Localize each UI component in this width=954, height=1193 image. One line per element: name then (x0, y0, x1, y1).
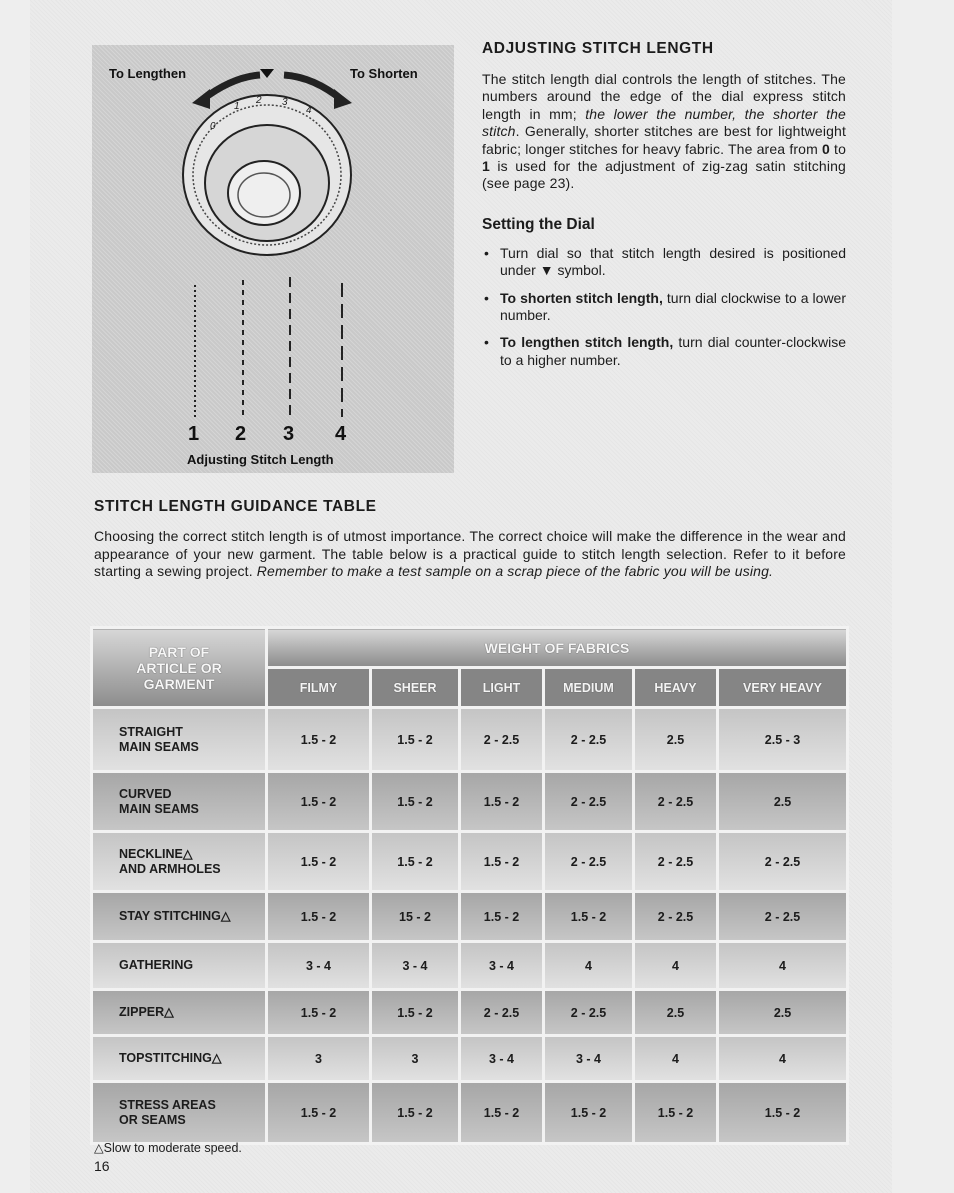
row-label-line-1: ZIPPER△ (119, 1005, 174, 1019)
row-label (92, 1036, 267, 1082)
row-label (92, 708, 267, 772)
adjusting-section (482, 40, 846, 379)
table-cell: 2 - 2.5 (544, 990, 634, 1036)
row-label (92, 942, 267, 990)
table-row (92, 892, 848, 942)
bullet2-bold: To shorten stitch length, (500, 289, 663, 306)
table-cell: 2.5 (634, 708, 718, 772)
setting-bullet-3 (482, 334, 846, 369)
adjusting-heading: ADJUSTING STITCH LENGTH (482, 40, 714, 57)
to-lengthen-label: To Lengthen (109, 66, 187, 81)
table-cell: 3 (371, 1036, 460, 1082)
pointer-symbol-icon: ▼ (539, 262, 554, 279)
adjusting-text-to: to (829, 140, 847, 157)
dial-number-3: 3 (282, 97, 288, 108)
dial-number-0: 0 (210, 121, 216, 132)
row-label-line-1: TOPSTITCHING△ (119, 1051, 222, 1065)
table-cell: 1.5 - 2 (267, 1082, 371, 1144)
table-cell: 1.5 - 2 (267, 708, 371, 772)
setting-bullet-1 (482, 245, 846, 280)
table-cell: 2 - 2.5 (634, 772, 718, 832)
row-label-line-1: NECKLINE△ (119, 846, 193, 861)
adjusting-text-end: ). (565, 175, 575, 192)
table-cell: 4 (544, 942, 634, 990)
figure-caption: Adjusting Stitch Length (187, 452, 334, 467)
table-cell: 2 - 2.5 (634, 832, 718, 892)
table-cell: 4 (718, 1036, 848, 1082)
table-cell: 1.5 - 2 (371, 772, 460, 832)
setting-bullet-2 (482, 290, 846, 325)
shorten-arrow (284, 75, 342, 100)
row-label (92, 990, 267, 1036)
bullet1-text-b: symbol. (553, 262, 606, 279)
row-label-line-1: STRAIGHT (119, 724, 183, 739)
row-label-line-2: AND ARMHOLES (119, 861, 221, 876)
table-cell: 1.5 - 2 (634, 1082, 718, 1144)
dial-number-1: 1 (234, 101, 240, 112)
stitch-number-3: 3 (283, 423, 295, 445)
adjusting-text-c: is used for the adjustment of zig-zag satin stitching (see page (482, 158, 846, 192)
table-row (92, 772, 848, 832)
lengthen-arrowhead (192, 89, 210, 109)
pointer-triangle-icon (260, 69, 274, 78)
row-label-line-2: MAIN SEAMS (119, 739, 199, 754)
table-cell: 2.5 (634, 990, 718, 1036)
table-cell: 1.5 - 2 (371, 1082, 460, 1144)
part-header-line-1: PART OF (148, 643, 210, 660)
adjusting-text-b: . Generally, shorter stitches are best for lightweight fabric; longer stitches for heavy fabric. The area from (482, 123, 846, 157)
row-label-line-1: STAY STITCHING△ (119, 909, 231, 923)
table-cell: 3 - 4 (460, 1036, 544, 1082)
col-header-very-heavy: VERY HEAVY (718, 668, 848, 708)
table-cell: 2.5 (718, 990, 848, 1036)
part-of-garment-header (92, 628, 267, 708)
table-cell: 1.5 - 2 (460, 772, 544, 832)
guidance-paragraph (94, 528, 846, 581)
table-row (92, 990, 848, 1036)
adjusting-text-a: The stitch length dial controls the length of stitches. The numbers around the edge of the dial express stitch length in mm; (482, 71, 846, 122)
table-cell: 3 - 4 (267, 942, 371, 990)
table-cell: 3 - 4 (544, 1036, 634, 1082)
bullet3-bold: To lengthen stitch length, (500, 334, 674, 351)
row-label (92, 1082, 267, 1144)
table-cell: 1.5 - 2 (267, 772, 371, 832)
col-header-medium: MEDIUM (544, 668, 634, 708)
guidance-heading: STITCH LENGTH GUIDANCE TABLE (94, 498, 377, 515)
table-cell: 1.5 - 2 (460, 832, 544, 892)
table-cell: 3 (267, 1036, 371, 1082)
to-shorten-label: To Shorten (350, 66, 418, 81)
table-cell: 1.5 - 2 (371, 708, 460, 772)
page-number: 16 (94, 1158, 110, 1174)
table-cell: 1.5 - 2 (460, 892, 544, 942)
row-label (92, 892, 267, 942)
col-header-light: LIGHT (460, 668, 544, 708)
table-cell: 3 - 4 (371, 942, 460, 990)
bullet3-text: turn dial counter-clockwise to a higher number. (500, 334, 846, 368)
table-cell: 2 - 2.5 (718, 892, 848, 942)
table-cell: 2 - 2.5 (460, 990, 544, 1036)
table-cell: 4 (718, 942, 848, 990)
table-cell: 3 - 4 (460, 942, 544, 990)
adjusting-paragraph (482, 71, 846, 193)
col-header-sheer: SHEER (371, 668, 460, 708)
stitch-number-2: 2 (235, 423, 247, 445)
table-cell: 2 - 2.5 (718, 832, 848, 892)
adjusting-bold-one: 1 (482, 158, 490, 175)
adjusting-bold-zero: 0 (822, 140, 830, 157)
guidance-paragraph-wrap (94, 528, 846, 581)
table-cell: 1.5 - 2 (544, 892, 634, 942)
adjusting-italic: the lower the number, the shorter the stitch (482, 105, 846, 140)
table-cell: 2 - 2.5 (544, 708, 634, 772)
row-label (92, 832, 267, 892)
setting-heading: Setting the Dial (482, 215, 595, 233)
table-row (92, 1036, 848, 1082)
table-cell: 4 (634, 942, 718, 990)
table-cell: 1.5 - 2 (371, 990, 460, 1036)
guidance-italic: Remember to make a test sample on a scrap piece of the fabric you will be using. (256, 563, 774, 580)
table-row (92, 1082, 848, 1144)
guidance-text: Choosing the correct stitch length is of utmost importance. The correct choice will make the difference in the wear and appearance of your new garment. The table below is a practical guide to stitch length selection. Refer to it before starting a sewing project. (94, 528, 846, 580)
table-cell: 2.5 - 3 (718, 708, 848, 772)
dial-number-2: 2 (256, 95, 262, 106)
table-cell: 2 - 2.5 (544, 832, 634, 892)
table-row (92, 832, 848, 892)
dial-number-4: 4 (306, 105, 312, 116)
part-header-line-3: GARMENT (143, 675, 215, 692)
table-cell: 4 (634, 1036, 718, 1082)
dial-illustration (92, 45, 454, 473)
row-label-line-1: STRESS AREAS (119, 1097, 216, 1112)
stitch-number-4: 4 (335, 423, 347, 445)
table-row (92, 942, 848, 990)
bullet1-text-a: Turn dial so that stitch length desired is positioned under (500, 244, 846, 279)
setting-bullets (482, 245, 846, 369)
footnote: △Slow to moderate speed. (94, 1141, 242, 1155)
adjusting-page-ref: 23 (549, 175, 566, 192)
table-cell: 2 - 2.5 (460, 708, 544, 772)
table-cell: 2.5 (718, 772, 848, 832)
table-cell: 1.5 - 2 (718, 1082, 848, 1144)
table-header-row-1 (92, 628, 848, 668)
shorten-arrowhead (334, 89, 352, 109)
weight-of-fabrics-header: WEIGHT OF FABRICS (267, 628, 848, 668)
part-header-line-2: ARTICLE OR (136, 659, 222, 676)
row-label-line-1: GATHERING (119, 958, 194, 972)
table-cell: 1.5 - 2 (460, 1082, 544, 1144)
table-cell: 1.5 - 2 (267, 832, 371, 892)
col-header-heavy: HEAVY (634, 668, 718, 708)
row-label-line-2: OR SEAMS (119, 1112, 186, 1127)
table-cell: 2 - 2.5 (634, 892, 718, 942)
stitch-number-1: 1 (188, 423, 200, 445)
stitch-length-table (90, 626, 849, 1145)
table-cell: 15 - 2 (371, 892, 460, 942)
row-label (92, 772, 267, 832)
table-cell: 1.5 - 2 (267, 892, 371, 942)
stitch-length-figure (92, 45, 454, 473)
table-row (92, 708, 848, 772)
col-header-filmy: FILMY (267, 668, 371, 708)
row-label-line-1: CURVED (119, 786, 172, 801)
table-cell: 1.5 - 2 (544, 1082, 634, 1144)
table-cell: 2 - 2.5 (544, 772, 634, 832)
table-cell: 1.5 - 2 (371, 832, 460, 892)
row-label-line-2: MAIN SEAMS (119, 801, 199, 816)
table-cell: 1.5 - 2 (267, 990, 371, 1036)
table-body (92, 708, 848, 1144)
bullet2-text: turn dial clockwise to a lower number. (500, 289, 847, 324)
